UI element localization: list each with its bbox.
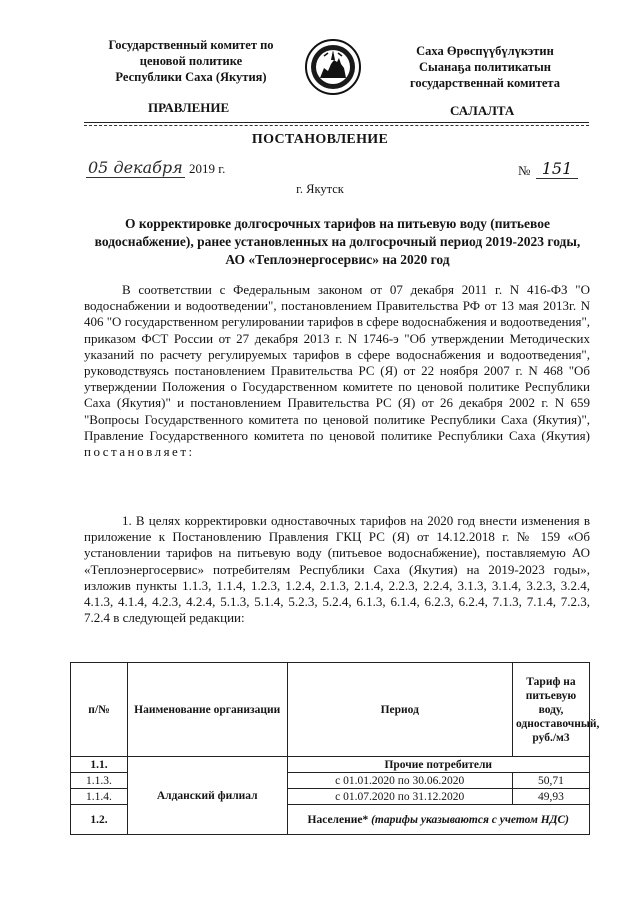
category-cell: Прочие потребители: [287, 757, 589, 773]
category-italic-note: (тарифы указываются с учетом НДС): [371, 813, 569, 826]
committee-name-line: Сыанаҕа политикатын: [419, 60, 551, 74]
handwritten-number: 151: [536, 159, 578, 179]
board-label-russian: ПРАВЛЕНИЕ: [148, 100, 230, 115]
category-bold-text: Население*: [307, 813, 369, 826]
header-organization: Наименование организации: [127, 663, 287, 757]
city: г. Якутск: [296, 182, 344, 196]
period-cell: с 01.01.2020 по 30.06.2020: [287, 773, 512, 789]
resolves-text: постановляет:: [84, 444, 195, 460]
tariff-value-cell: 50,71: [512, 773, 589, 789]
period-cell: с 01.07.2020 по 31.12.2020: [287, 789, 512, 805]
committee-name-yakut: [380, 43, 590, 91]
item-1-text: 1. В целях корректировки одноставочных тарифов на 2020 год внести изменения в приложение к Постановлению Правления ГКЦ РС (Я) от 14.12.2018 г. № 159 «Об установлении тарифов на питьевую воду (питьевое водоснабжение), поставляемую АО «Теплоэнергосервис» потребителям Республики Саха (Якутия) на 2019-2023 годы», изложив пункты 1.1.3, 1.1.4, 1.2.3, 1.2.4, 2.1.3, 2.1.4, 2.2.3, 2.2.4, 3.1.3, 3.1.4, 3.2.3, 3.2.4, 4.1.3, 4.1.4, 4.2.3, 4.2.4, 5.1.3, 5.1.4, 5.2.3, 5.2.4, 6.1.3, 6.1.4, 6.2.3, 6.2.4, 7.1.3, 7.1.4, 7.2.3, 7.2.4 в следующей редакции:: [84, 513, 590, 626]
document-type-title: ПОСТАНОВЛЕНИЕ: [251, 132, 389, 147]
committee-name-line: Саха Өрөспүүбүлүкэтин: [416, 44, 554, 58]
item-1-paragraph: [84, 513, 590, 626]
header-tariff: Тариф на питьевую воду, одноставочный, руб./м3: [512, 663, 589, 757]
coat-of-arms-emblem: [304, 38, 362, 96]
committee-name-russian: [86, 37, 296, 85]
handwritten-date: 05 декабря: [88, 158, 183, 177]
row-number: 1.2.: [71, 805, 128, 835]
header-divider: [84, 122, 589, 123]
preamble-paragraph: [84, 282, 590, 460]
row-number: 1.1.4.: [71, 789, 128, 805]
number-sign: №: [518, 163, 531, 178]
table-header-row: [71, 663, 590, 757]
row-number: 1.1.3.: [71, 773, 128, 789]
header-divider-dashed: [84, 125, 589, 126]
organization-cell: Алданский филиал: [127, 757, 287, 835]
tariff-value-cell: 49,93: [512, 789, 589, 805]
committee-name-line: Республики Саха (Якутия): [115, 70, 267, 84]
document-subject: О корректировке долгосрочных тарифов на питьевую воду (питьевое водоснабжение), ранее установленных на долгосрочный период 2019-2023 годы, АО «Теплоэнергосервис» на 2020 год: [94, 216, 581, 267]
header-period: Период: [287, 663, 512, 757]
table-row: [71, 757, 590, 773]
category-cell: [287, 805, 589, 835]
committee-name-line: государственнай комитета: [410, 76, 560, 90]
committee-name-line: Государственный комитет по: [108, 38, 274, 52]
row-number: 1.1.: [71, 757, 128, 773]
header-num: п/№: [71, 663, 128, 757]
tariff-table: [70, 662, 600, 835]
date-year: 2019 г.: [189, 161, 226, 176]
board-label-yakut: САЛАЛТА: [450, 103, 515, 118]
committee-name-line: ценовой политике: [139, 54, 243, 68]
preamble-text: В соответствии с Федеральным законом от 07 декабря 2011 г. N 416-ФЗ "О водоснабжении и водоотведении", постановлением Правительства РФ от 13 мая 2013г. N 406 "О государственном регулировании тарифов в сфере водоснабжения и водоотведения", приказом ФСТ России от 27 декабря 2013 г. N 1746-э "Об утверждении Методических указаний по расчету регулируемых тарифов в сфере водоснабжения и водоотведения", руководствуясь постановлением Правительства РС (Я) от 22 ноября 2007 г. N 468 "Об утверждении Положения о Государственном комитете по ценовой политике Республики Саха (Якутия)" и постановлением Правительства РС (Я) от 26 декабря 2002 г. N 659 "Вопросы Государственного комитета по ценовой политике Республики Саха (Якутия)", Правление Государственного комитета по ценовой политике Республики Саха (Якутия): [84, 282, 590, 443]
